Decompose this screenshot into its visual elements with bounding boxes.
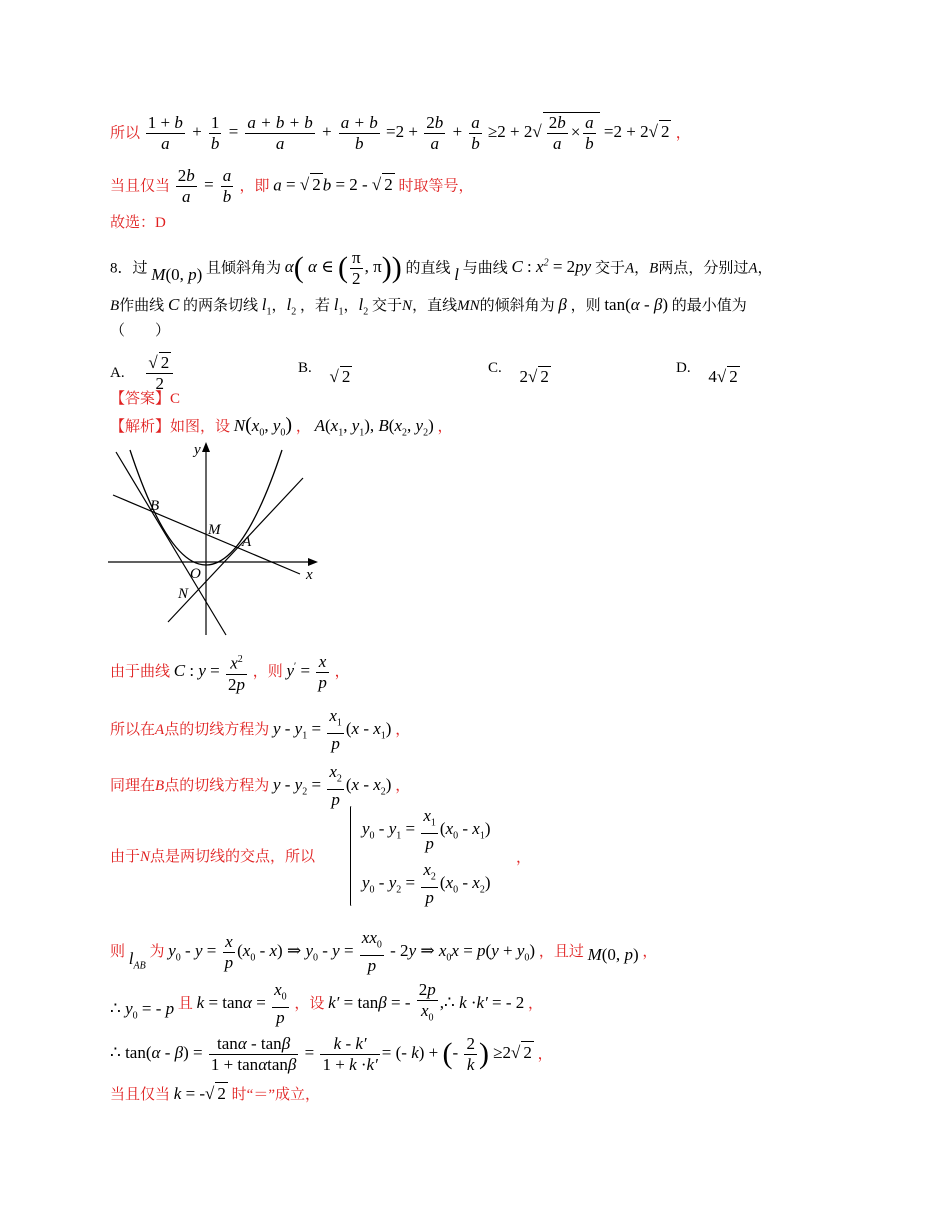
math-l: l (454, 265, 459, 285)
text-dangqiejindang: 当且仅当 (110, 178, 171, 195)
math-tan-difference: ∴ tan(α - β) = $\frac{\tan\alpha - \tan\beta}{1 + \tan\alpha\tan\beta}$ = $\frac{k - k'}{1 + k \cdot k'}$ = (- k) + (- $\frac{2}{k}$ ) ≥2√ 2 (110, 1034, 532, 1074)
analysis-label: 【解析】 (110, 419, 171, 435)
math-curve-C: C : $x^2 = 2py$ (511, 257, 592, 277)
text-comma: ， (537, 1046, 553, 1063)
text-zuoquxian: 作曲线 (119, 298, 165, 314)
math-l2: $l_2$ (358, 295, 369, 318)
tangent-A-line (110, 706, 850, 754)
tangent-l1 (116, 452, 226, 635)
text-comma: ， (437, 419, 453, 435)
text-yuquxian: 与曲线 (462, 260, 508, 277)
text: 所以在 (110, 722, 156, 739)
option-label: D. (676, 360, 691, 376)
text-shiqudenghao: 时取等号， (398, 178, 474, 195)
label-y: y (194, 442, 201, 458)
answer-label: 【答案】 (110, 391, 171, 407)
solution-line-inequality (110, 112, 850, 154)
label-B: B (110, 298, 120, 314)
label-A: A (748, 260, 758, 277)
label-x: x (306, 567, 313, 583)
text-jiaoyu: 交于 (594, 260, 625, 277)
math-derivative: y′ = $\frac{x}{p}$ (286, 651, 327, 692)
text: 点是两切线的交点，所以 (150, 849, 316, 865)
text-qingxiejiao: 且倾斜角为 (206, 260, 282, 277)
math-a-value: a = √ 2 b = 2 - √ 2 (273, 175, 393, 195)
text-ji: ，即 (239, 178, 270, 195)
math-alpha-range: α( α ∈ ( $\frac{\pi}{2}$ , π)) (284, 248, 402, 288)
option-label: B. (298, 360, 312, 376)
math-lAB: $l_{AB}$ (128, 949, 146, 972)
text-ruo: ，若 (300, 298, 331, 314)
math-l1: $l_1$ (333, 295, 344, 318)
text: 当且仅当 (110, 1087, 171, 1103)
parabola-figure (108, 440, 328, 640)
line-AB-equation (110, 928, 850, 976)
text: 为 (149, 944, 165, 961)
label-A: A (155, 722, 165, 739)
option-B-value: √ 2 (329, 367, 351, 386)
math-tangent-A: y - $y_1$ = $\frac{x_1}{p}$ $(x - x_1)$ (272, 706, 392, 754)
math-beta: β (558, 295, 567, 314)
system-brace (350, 806, 353, 906)
text-comma: ， (528, 996, 544, 1013)
text-jiaoyu: 交于 (372, 298, 403, 314)
text-comma: ， (295, 419, 311, 435)
text-qingxiejiao: 的倾斜角为 (479, 298, 555, 314)
y-axis-arrow (202, 442, 210, 452)
text-comma: ， (757, 260, 773, 277)
text: 由于曲线 (110, 664, 171, 681)
text: 同理在 (110, 778, 156, 795)
label-B: B (155, 778, 165, 795)
label-B: B (649, 260, 659, 277)
label-B: B (150, 498, 160, 514)
system-eq-1: $y_0 - y_1$ = $\frac{x_1}{p}$ $(x_0 - x_1)$ (362, 806, 491, 854)
math-tan-expr: tan(α - β) (604, 295, 668, 314)
text: 时“＝”成立， (231, 1087, 320, 1103)
text: 由于 (110, 849, 141, 865)
math-M-point: M(0, p) (587, 945, 639, 965)
math-expression: $\frac{1 + b}{a}$ + $\frac{1}{b}$ = $\frac{a + b + b}{a}$ + $\frac{a + b}{b}$ =2 + $\frac{2b}{a}$ + $\frac{a}{b}$ ≥2 + 2√ $\frac{2b}{a}$ × $\frac{a}{b}$ =2 + 2√ 2 (147, 113, 670, 153)
equality-condition-line (110, 1082, 850, 1106)
slope-line (110, 980, 850, 1028)
derivative-line (110, 650, 850, 695)
option-label: A. (110, 364, 125, 381)
text: 且 (177, 996, 193, 1013)
text: 则 (110, 944, 126, 961)
text-zhixian: ，直线 (412, 298, 458, 314)
label-A: A (242, 534, 252, 550)
option-D[interactable] (676, 356, 740, 386)
math-equality-condition: $\frac{2b}{a}$ = $\frac{a}{b}$ (177, 166, 232, 206)
text: ，则 (252, 664, 283, 681)
math-lAB-derivation: $y_0$ - y = $\frac{x}{p}$ $(x_0 - x)$ ⇒ $y_0$ - y = $\frac{xx_0}{p}$ - 2y ⇒ $x_0x = p(y + y_0)$ (168, 928, 536, 976)
question-8-line-1 (110, 248, 850, 289)
option-C-value: 2√ 2 (519, 367, 549, 386)
math-AB-coords: $A(x_1$, $y_1$), $B(x_2$, $y_2$) (314, 416, 434, 439)
text: 点的切线方程为 (164, 722, 270, 739)
label-N: N (402, 298, 413, 314)
text-suoyi: 所以 (110, 125, 141, 142)
text: ，且过 (538, 944, 584, 961)
label-A: A (624, 260, 635, 277)
text-dezhixian: 的直线 (405, 260, 451, 277)
math-k-prime: k′ = tanβ = - $\frac{2p}{x_0}$ ,∴ k ·k′ = - 2 (328, 980, 525, 1024)
option-label: C. (488, 360, 502, 376)
answer-line (110, 388, 850, 410)
math-l2: $l_2$ (286, 295, 297, 318)
math-C: C (167, 295, 180, 314)
math-k: k = tanα = $\frac{x_0}{p}$ (196, 980, 287, 1028)
label-N: N (140, 849, 151, 865)
text-comma: ， (634, 260, 650, 277)
system-comma: ， (516, 850, 532, 866)
solution-choice: 故选：D (110, 215, 166, 231)
answer-value: C (170, 391, 181, 407)
label-N: N (178, 586, 189, 602)
text: ，设 (294, 996, 325, 1013)
question-8-paren: （ ） (110, 323, 171, 339)
text-liangtiaoqiexian: 的两条切线 (183, 298, 259, 314)
text-comma: ， (395, 722, 411, 739)
math-tangent-B: y - $y_2$ = $\frac{x_2}{p}$ $(x - x_2)$ (272, 762, 392, 810)
label-M: M (208, 522, 221, 538)
question-8-line-2: B作曲线 C 的两条切线 $l_1$，$l_2$ ，若 $l_1$，$l_2$ 交于N，直线MN的倾斜角为 β ，则 tan(α - β) 的最小值为 (110, 295, 747, 318)
label-MN: MN (457, 298, 480, 314)
math-y0: ∴ $y_0$ = - p (110, 999, 175, 1022)
solution-line-equality (110, 166, 850, 207)
text: 点的切线方程为 (164, 778, 270, 795)
tan-difference-line (110, 1034, 850, 1075)
text-comma: ， (395, 778, 411, 795)
text-comma: ， (334, 664, 350, 681)
tangent-B-line (110, 762, 850, 810)
text-comma: ， (675, 125, 691, 142)
math-point-M: M(0, p) (151, 265, 203, 285)
label-O: O (190, 566, 201, 582)
text-liangdian: 两点，分别过 (658, 260, 749, 277)
option-A-value: $\frac{√ 2}{2}$ (144, 362, 175, 381)
text-ze: ，则 (570, 298, 601, 314)
math-l1: $l_1$ (261, 295, 272, 318)
question-number: 8．过 (110, 260, 148, 277)
option-D-value: 4√ 2 (708, 367, 738, 386)
x-axis-arrow (308, 558, 318, 566)
text-comma: ， (642, 944, 658, 961)
math-curve-eq: C : y = $\frac{x^2}{2p}$ (174, 661, 249, 680)
system-eq-2: $y_0 - y_2$ = $\frac{x_2}{p}$ $(x_0 - x_2)$ (362, 860, 491, 908)
analysis-text: 如图，设 (170, 419, 231, 435)
tangent-l2 (168, 478, 303, 622)
option-B[interactable] (298, 356, 352, 386)
option-C[interactable] (488, 356, 551, 386)
math-k-value: k = -√ 2 (173, 1084, 226, 1103)
math-N-coords: $N(x_0$, $y_0$) (233, 414, 293, 439)
text-zuixiaozhi: 的最小值为 (671, 298, 747, 314)
